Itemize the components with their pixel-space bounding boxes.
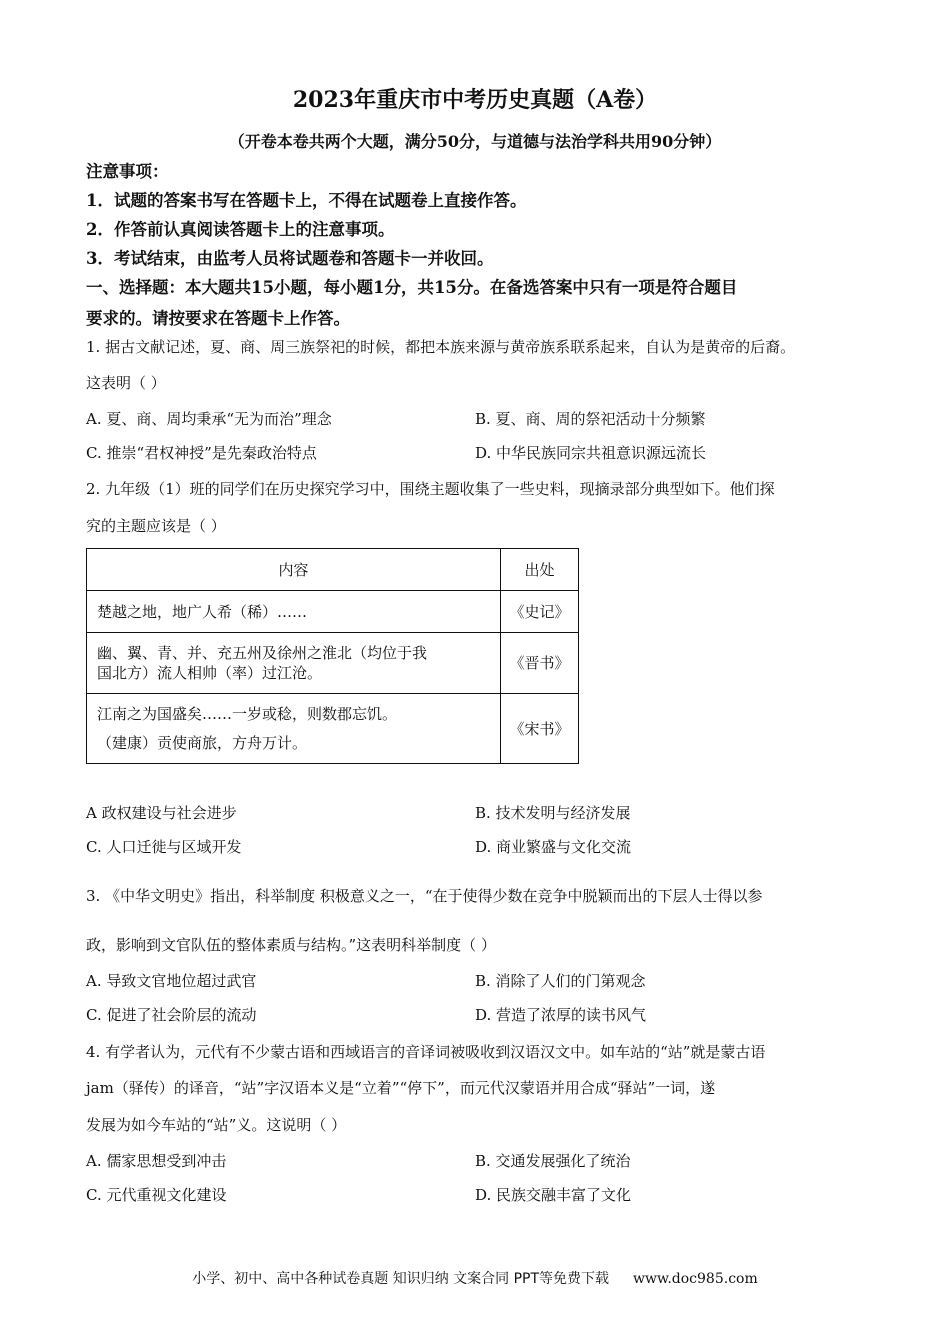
notes-item-2: 2．作答前认真阅读答题卡上的注意事项。 [86, 220, 395, 239]
question-1-option-b: B. 夏、商、周的祭祀活动十分频繁 [475, 410, 706, 428]
question-1-option-d: D. 中华民族同宗共祖意识源远流长 [475, 444, 707, 462]
table-header-content: 内容 [87, 549, 501, 591]
table-row [87, 633, 579, 694]
question-1-line2: 这表明（ ） [86, 374, 166, 392]
question-3-option-c: C. 促进了社会阶层的流动 [86, 1006, 257, 1024]
question-4-option-b: B. 交通发展强化了统治 [475, 1152, 631, 1170]
question-3-option-b: B. 消除了人们的门第观念 [475, 972, 646, 990]
table-cell-source: 《晋书》 [501, 633, 579, 694]
source-table [86, 548, 579, 764]
question-2-option-c: C. 人口迁徙与区域开发 [86, 838, 242, 856]
page-title: 2023年重庆市中考历史真题（A卷） [292, 87, 658, 113]
footer [0, 1268, 950, 1290]
question-3-option-a: A. 导致文官地位超过武官 [86, 972, 257, 990]
table-cell-source: 《史记》 [501, 591, 579, 633]
question-4-option-c: C. 元代重视文化建设 [86, 1186, 227, 1204]
question-1-option-c: C. 推崇“君权神授”是先秦政治特点 [86, 444, 317, 462]
notes-heading: 注意事项： [86, 162, 169, 181]
table-row [87, 694, 579, 764]
footer-url-link[interactable]: www.doc985.com [633, 1271, 758, 1287]
notes-item-3: 3．考试结束，由监考人员将试题卷和答题卡一并收回。 [86, 249, 494, 268]
question-4-option-a: A. 儒家思想受到冲击 [86, 1152, 227, 1170]
question-2-option-b: B. 技术发明与经济发展 [475, 804, 631, 822]
table-row [87, 591, 579, 633]
question-3-line1: 3. 《中华文明史》指出，科举制度 积极意义之一，“在于使得少数在竞争中脱颖而出的下层人士得以参 [86, 887, 763, 905]
question-4-line2: jam（驿传）的译音，“站”字汉语本义是“立着”“停下”，而元代汉蒙语并用合成“驿站”一词，遂 [86, 1079, 716, 1097]
question-2-option-d: D. 商业繁盛与文化交流 [475, 838, 632, 856]
question-1-line1: 1. 据古文献记述，夏、商、周三族祭祀的时候，都把本族来源与黄帝族系联系起来，自认为是黄帝的后裔。 [86, 338, 796, 356]
table-cell-content: 幽、翼、青、并、充五州及徐州之淮北（均位于我 国北方）流人相帅（率）过江沧。 [87, 633, 501, 694]
table-cell-source: 《宋书》 [501, 694, 579, 764]
section-heading-line2: 要求的。请按要求在答题卡上作答。 [86, 309, 350, 328]
section-heading-line1: 一、选择题：本大题共15小题，每小题1分，共15分。在备选答案中只有一项是符合题目 [86, 278, 738, 297]
question-2-line1: 2. 九年级（1）班的同学们在历史探究学习中，围绕主题收集了一些史料，现摘录部分典型如下。他们探 [86, 480, 775, 498]
table-header-source: 出处 [501, 549, 579, 591]
table-cell-content: 江南之为国盛矣……一岁或稔，则数郡忘饥。 （建康）贡使商旅，方舟万计。 [87, 694, 501, 764]
question-2-line2: 究的主题应该是（ ） [86, 517, 226, 535]
notes-item-1: 1．试题的答案书写在答题卡上，不得在试题卷上直接作答。 [86, 191, 527, 210]
question-4-option-d: D. 民族交融丰富了文化 [475, 1186, 632, 1204]
table-cell-content: 楚越之地，地广人希（稀）…… [87, 591, 501, 633]
question-4-line1: 4. 有学者认为，元代有不少蒙古语和西域语言的音译词被吸收到汉语汉文中。如车站的“站”就是蒙古语 [86, 1043, 766, 1061]
question-3-line2: 政，影响到文官队伍的整体素质与结构。”这表明科举制度（ ） [86, 936, 496, 954]
footer-text: 小学、初中、高中各种试卷真题 知识归纳 文案合同 PPT等免费下载 [192, 1271, 610, 1287]
page-subtitle: （开卷本卷共两个大题，满分50分，与道德与法治学科共用90分钟） [228, 132, 722, 151]
question-4-line3: 发展为如今车站的“站”义。这说明（ ） [86, 1116, 347, 1134]
question-1-option-a: A. 夏、商、周均秉承“无为而治”理念 [86, 410, 332, 428]
question-3-option-d: D. 营造了浓厚的读书风气 [475, 1006, 647, 1024]
question-2-option-a: A 政权建设与社会进步 [86, 804, 237, 822]
